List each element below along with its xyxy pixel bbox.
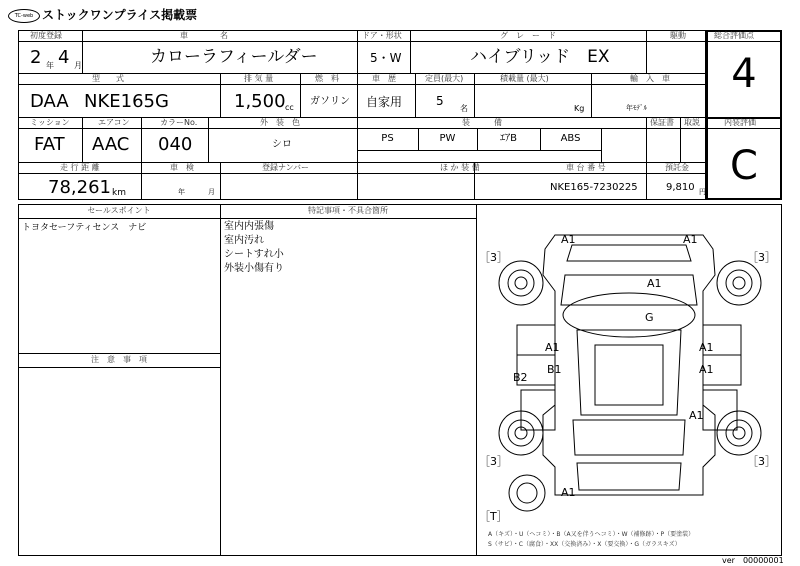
mileage-value: 78,261 — [48, 177, 111, 198]
car-name: カローラフィールダー — [150, 47, 318, 67]
price-label: 預託金 — [665, 163, 689, 172]
damage-mark: A1 — [689, 409, 704, 422]
note-item: シートすれ小 — [224, 249, 284, 260]
displacement-unit: cc — [285, 103, 294, 112]
damage-mark: A1 — [561, 486, 576, 499]
equipment-item: ABS — [560, 133, 581, 144]
load-unit: Kg — [574, 104, 585, 113]
damage-mark: B1 — [547, 363, 562, 376]
aircon-value: AAC — [92, 134, 130, 155]
door-shape: 5・W — [370, 51, 402, 65]
inspection-month-unit: 月 — [208, 188, 215, 196]
model-code: NKE165G — [84, 91, 169, 112]
damage-mark: A1 — [545, 341, 560, 354]
mission-value: FAT — [34, 134, 65, 155]
interior-score-label: 内装評価 — [724, 118, 756, 127]
first-reg-label: 初度登録 — [30, 31, 62, 40]
plate-label: 登録ナンバー — [262, 163, 310, 172]
legend-line: S（サビ）・C（腐食）・XX（交換済み）・X（要交換）・G（ガラスキズ） — [488, 541, 681, 548]
note-item: 室内内張傷 — [224, 221, 274, 232]
overall-score: 4 — [731, 51, 757, 97]
import-label: 輸 入 車 — [630, 74, 670, 83]
manual-label: 取説 — [684, 118, 700, 127]
mileage-label: 走 行 距 離 — [60, 163, 100, 172]
inspection-label: 車 検 — [170, 163, 194, 172]
capacity-unit: 名 — [460, 104, 468, 113]
reg-month-unit: 月 — [74, 61, 82, 70]
aircon-label: エアコン — [98, 118, 130, 127]
other-equipment-label: ほ か 装 備 — [440, 163, 480, 172]
load-label: 積載量 (最大) — [500, 74, 549, 83]
price-value: 9,810 — [666, 182, 695, 193]
damage-mark: A1 — [683, 233, 698, 246]
logo: TC-web — [8, 9, 40, 23]
drive-label: 駆動 — [670, 31, 686, 40]
equipment-item: ｴｱB — [500, 133, 517, 144]
damage-mark: A1 — [699, 363, 714, 376]
sales-point-text: トヨタセーフティセンス ナビ — [22, 223, 147, 233]
note-item: 外装小傷有り — [224, 263, 284, 274]
equipment-label: 装 備 — [462, 118, 502, 127]
reg-month: 4 — [58, 47, 70, 68]
grade-label: グ レ ー ド — [500, 31, 556, 40]
door-shape-label: ドア・形状 — [362, 31, 402, 40]
reg-year: 2 — [30, 47, 42, 68]
import-unit: 年ﾓﾃﾞﾙ — [626, 104, 647, 112]
chassis-no-label: 車 台 番 号 — [566, 163, 606, 172]
car-damage-diagram — [477, 205, 781, 555]
page-title: ストックワンプライス掲載票 — [42, 8, 198, 22]
sales-point-label: セールスポイント — [87, 206, 151, 215]
interior-score: C — [730, 143, 758, 189]
damage-mark: B2 — [513, 371, 528, 384]
equipment-item: PW — [439, 133, 456, 144]
tire-mark: ［3］ — [747, 251, 776, 264]
legend-line: A（キズ）・U（ヘコミ）・B（A又を伴うヘコミ）・W（補修跡）・P（要塗装） — [488, 531, 695, 538]
tire-mark: ［T］ — [479, 510, 508, 523]
model-prefix: DAA — [30, 91, 69, 112]
mileage-unit: km — [112, 188, 126, 198]
grade-value: ハイブリッド EX — [470, 47, 610, 67]
damage-mark: A1 — [647, 277, 662, 290]
overall-score-label: 総合評価点 — [714, 31, 754, 40]
car-name-label: 車 名 — [180, 31, 228, 40]
displacement-label: 排 気 量 — [244, 74, 274, 83]
fuel-label: 燃 料 — [315, 74, 339, 83]
tire-mark: ［3］ — [747, 455, 776, 468]
tire-mark: ［3］ — [479, 251, 508, 264]
tire-icon — [717, 261, 761, 305]
reg-year-unit: 年 — [46, 61, 54, 70]
tire-icon — [499, 261, 543, 305]
damage-mark: A1 — [699, 341, 714, 354]
exterior-color-label: 外 装 色 — [260, 118, 300, 127]
car-body-outline — [543, 235, 715, 495]
history-value: 自家用 — [366, 95, 403, 109]
capacity-value: 5 — [436, 94, 444, 108]
model-label: 型 式 — [92, 74, 124, 83]
price-unit: 円 — [699, 188, 706, 196]
tire-icon — [717, 411, 761, 455]
caution-label: 注 意 事 項 — [91, 355, 147, 364]
history-label: 車 歴 — [372, 74, 396, 83]
damage-mark: G — [645, 311, 654, 324]
chassis-no-value: NKE165-7230225 — [550, 182, 638, 193]
version-label: ver 00000001 — [722, 556, 784, 565]
capacity-label: 定員(最大) — [425, 74, 464, 83]
spare-tire-icon — [509, 475, 545, 511]
damage-mark: A1 — [561, 233, 576, 246]
warranty-label: 保証書 — [650, 118, 674, 127]
tire-mark: ［3］ — [479, 455, 508, 468]
fuel-value: ガソリン — [310, 96, 350, 107]
notes-label: 特記事項・不具合箇所 — [308, 206, 388, 215]
inspection-year-unit: 年 — [178, 188, 185, 196]
note-item: 室内汚れ — [224, 235, 264, 246]
displacement-value: 1,500 — [234, 91, 286, 112]
equipment-item: PS — [381, 133, 394, 144]
color-no-value: 040 — [158, 134, 193, 155]
color-no-label: カラーNo. — [160, 118, 198, 127]
mission-label: ミッション — [30, 118, 70, 127]
exterior-color-value: シロ — [272, 139, 292, 150]
